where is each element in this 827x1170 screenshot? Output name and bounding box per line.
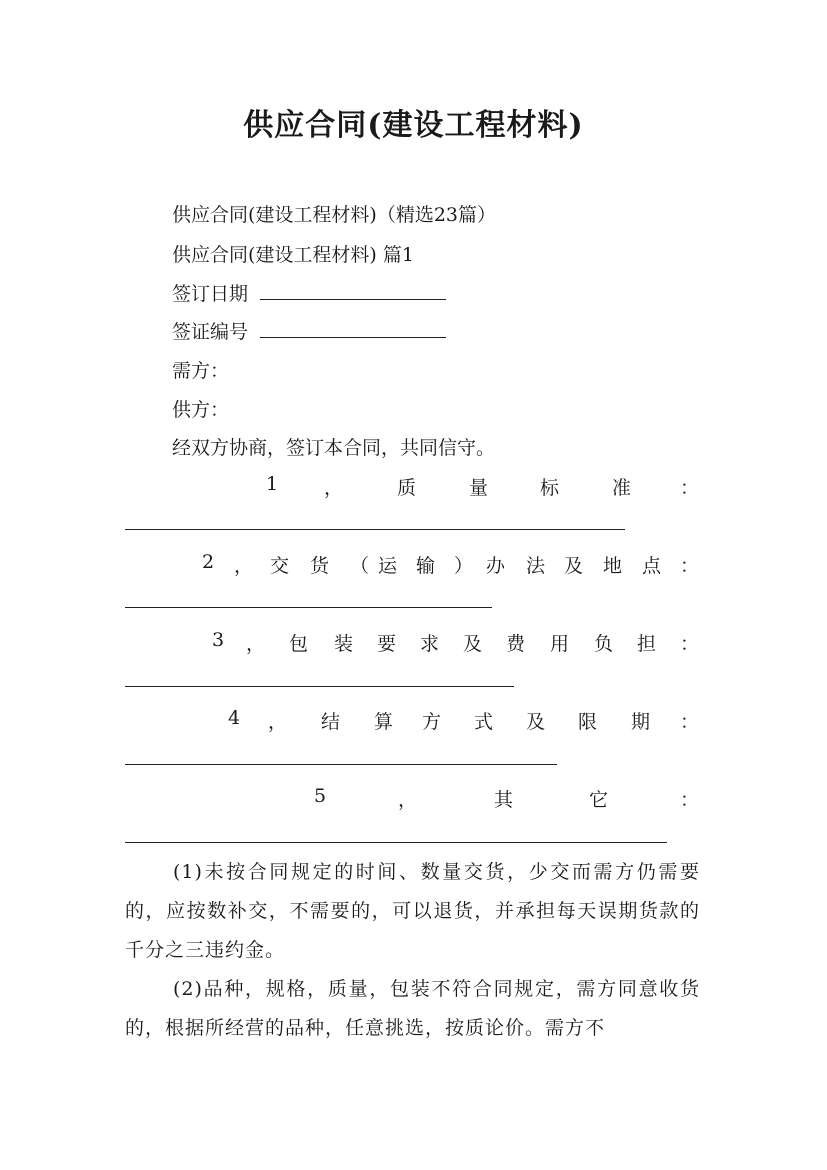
clause-4-heading (0, 707, 827, 737)
section-heading: 供应合同(建设工程材料) 篇1 (172, 244, 414, 266)
clause-char: ： (680, 477, 700, 499)
clause-char: 及 (564, 555, 584, 577)
subtitle-line: 供应合同(建设工程材料)（精选23篇） (172, 204, 497, 226)
clause-char: 地 (603, 555, 623, 577)
clause-char: ： (680, 633, 700, 655)
clause-char: 期 (631, 711, 651, 733)
clause-char: 法 (526, 555, 546, 577)
document-title: 供应合同(建设工程材料) (243, 108, 584, 143)
visa-number-blank[interactable] (260, 319, 446, 338)
clause-char: 求 (420, 633, 440, 655)
paragraph-1: (1)未按合同规定的时间、数量交货，少交而需方仍需要的，应按数补交，不需要的，可以退货，并承担每天误期货款的千分之三违约金。 (125, 861, 700, 961)
clause-char: 式 (474, 711, 494, 733)
clause-char: 货 (310, 555, 330, 577)
clause-char: 办 (486, 555, 506, 577)
clause-char: 准 (612, 477, 632, 499)
clause-char: 5 (314, 785, 327, 807)
paragraph-2: (2)品种，规格，质量，包装不符合同规定，需方同意收货的，根据所经营的品种，任意挑选，按质论价。需方不 (125, 978, 700, 1039)
clause-char: 要 (377, 633, 397, 655)
clause-3-blank[interactable] (125, 686, 514, 687)
clause-char: 3 (212, 629, 225, 651)
clause-char: 交 (270, 555, 290, 577)
clause-char: 运 (378, 555, 398, 577)
clause-char: 及 (463, 633, 483, 655)
visa-number-label: 签证编号 (172, 321, 249, 343)
clause-5-blank[interactable] (125, 842, 667, 843)
clause-char: ： (680, 555, 700, 577)
clause-4-blank[interactable] (125, 764, 557, 765)
signing-date-row (172, 279, 446, 306)
clause-1-blank[interactable] (125, 529, 625, 530)
clause-char: 4 (228, 707, 241, 729)
clause-char: 量 (469, 477, 489, 499)
clause-char: ： (680, 711, 700, 733)
buyer-line: 需方： (172, 360, 230, 382)
clause-char: ， (398, 789, 418, 811)
clause-2-blank[interactable] (125, 607, 492, 608)
visa-number-row (172, 317, 446, 344)
supplier-line: 供方： (172, 399, 230, 421)
clause-char: ） (454, 555, 474, 577)
clause-char: 及 (526, 711, 546, 733)
clause-char: 限 (578, 711, 598, 733)
clause-char: 包 (289, 633, 309, 655)
signing-date-blank[interactable] (260, 281, 446, 300)
clause-char: 其 (494, 789, 514, 811)
clause-char: 质 (397, 477, 417, 499)
clause-char: 用 (550, 633, 570, 655)
clause-char: 结 (321, 711, 341, 733)
clause-char: 担 (637, 633, 657, 655)
clause-2-heading (0, 551, 827, 581)
clause-char: 输 (416, 555, 436, 577)
clause-char: 它 (589, 789, 609, 811)
signing-date-label: 签订日期 (172, 283, 249, 305)
agreement-line: 经双方协商，签订本合同，共同信守。 (172, 437, 496, 459)
clause-char: 算 (374, 711, 394, 733)
clause-char: ， (234, 555, 254, 577)
clause-char: 负 (594, 633, 614, 655)
clause-char: ： (680, 789, 700, 811)
clause-5-heading (0, 785, 827, 815)
clause-char: 2 (202, 551, 215, 573)
clause-char: （ (350, 555, 370, 577)
clause-char: 方 (422, 711, 442, 733)
clause-3-heading (0, 629, 827, 659)
clause-char: 费 (506, 633, 526, 655)
clause-char: 点 (642, 555, 662, 577)
clause-char: ， (324, 477, 344, 499)
clause-1-heading (0, 473, 827, 503)
clause-char: 装 (334, 633, 354, 655)
clause-char: ， (246, 633, 266, 655)
clause-char: ， (268, 711, 288, 733)
clause-char: 标 (540, 477, 560, 499)
clause-char: 1 (266, 473, 279, 495)
